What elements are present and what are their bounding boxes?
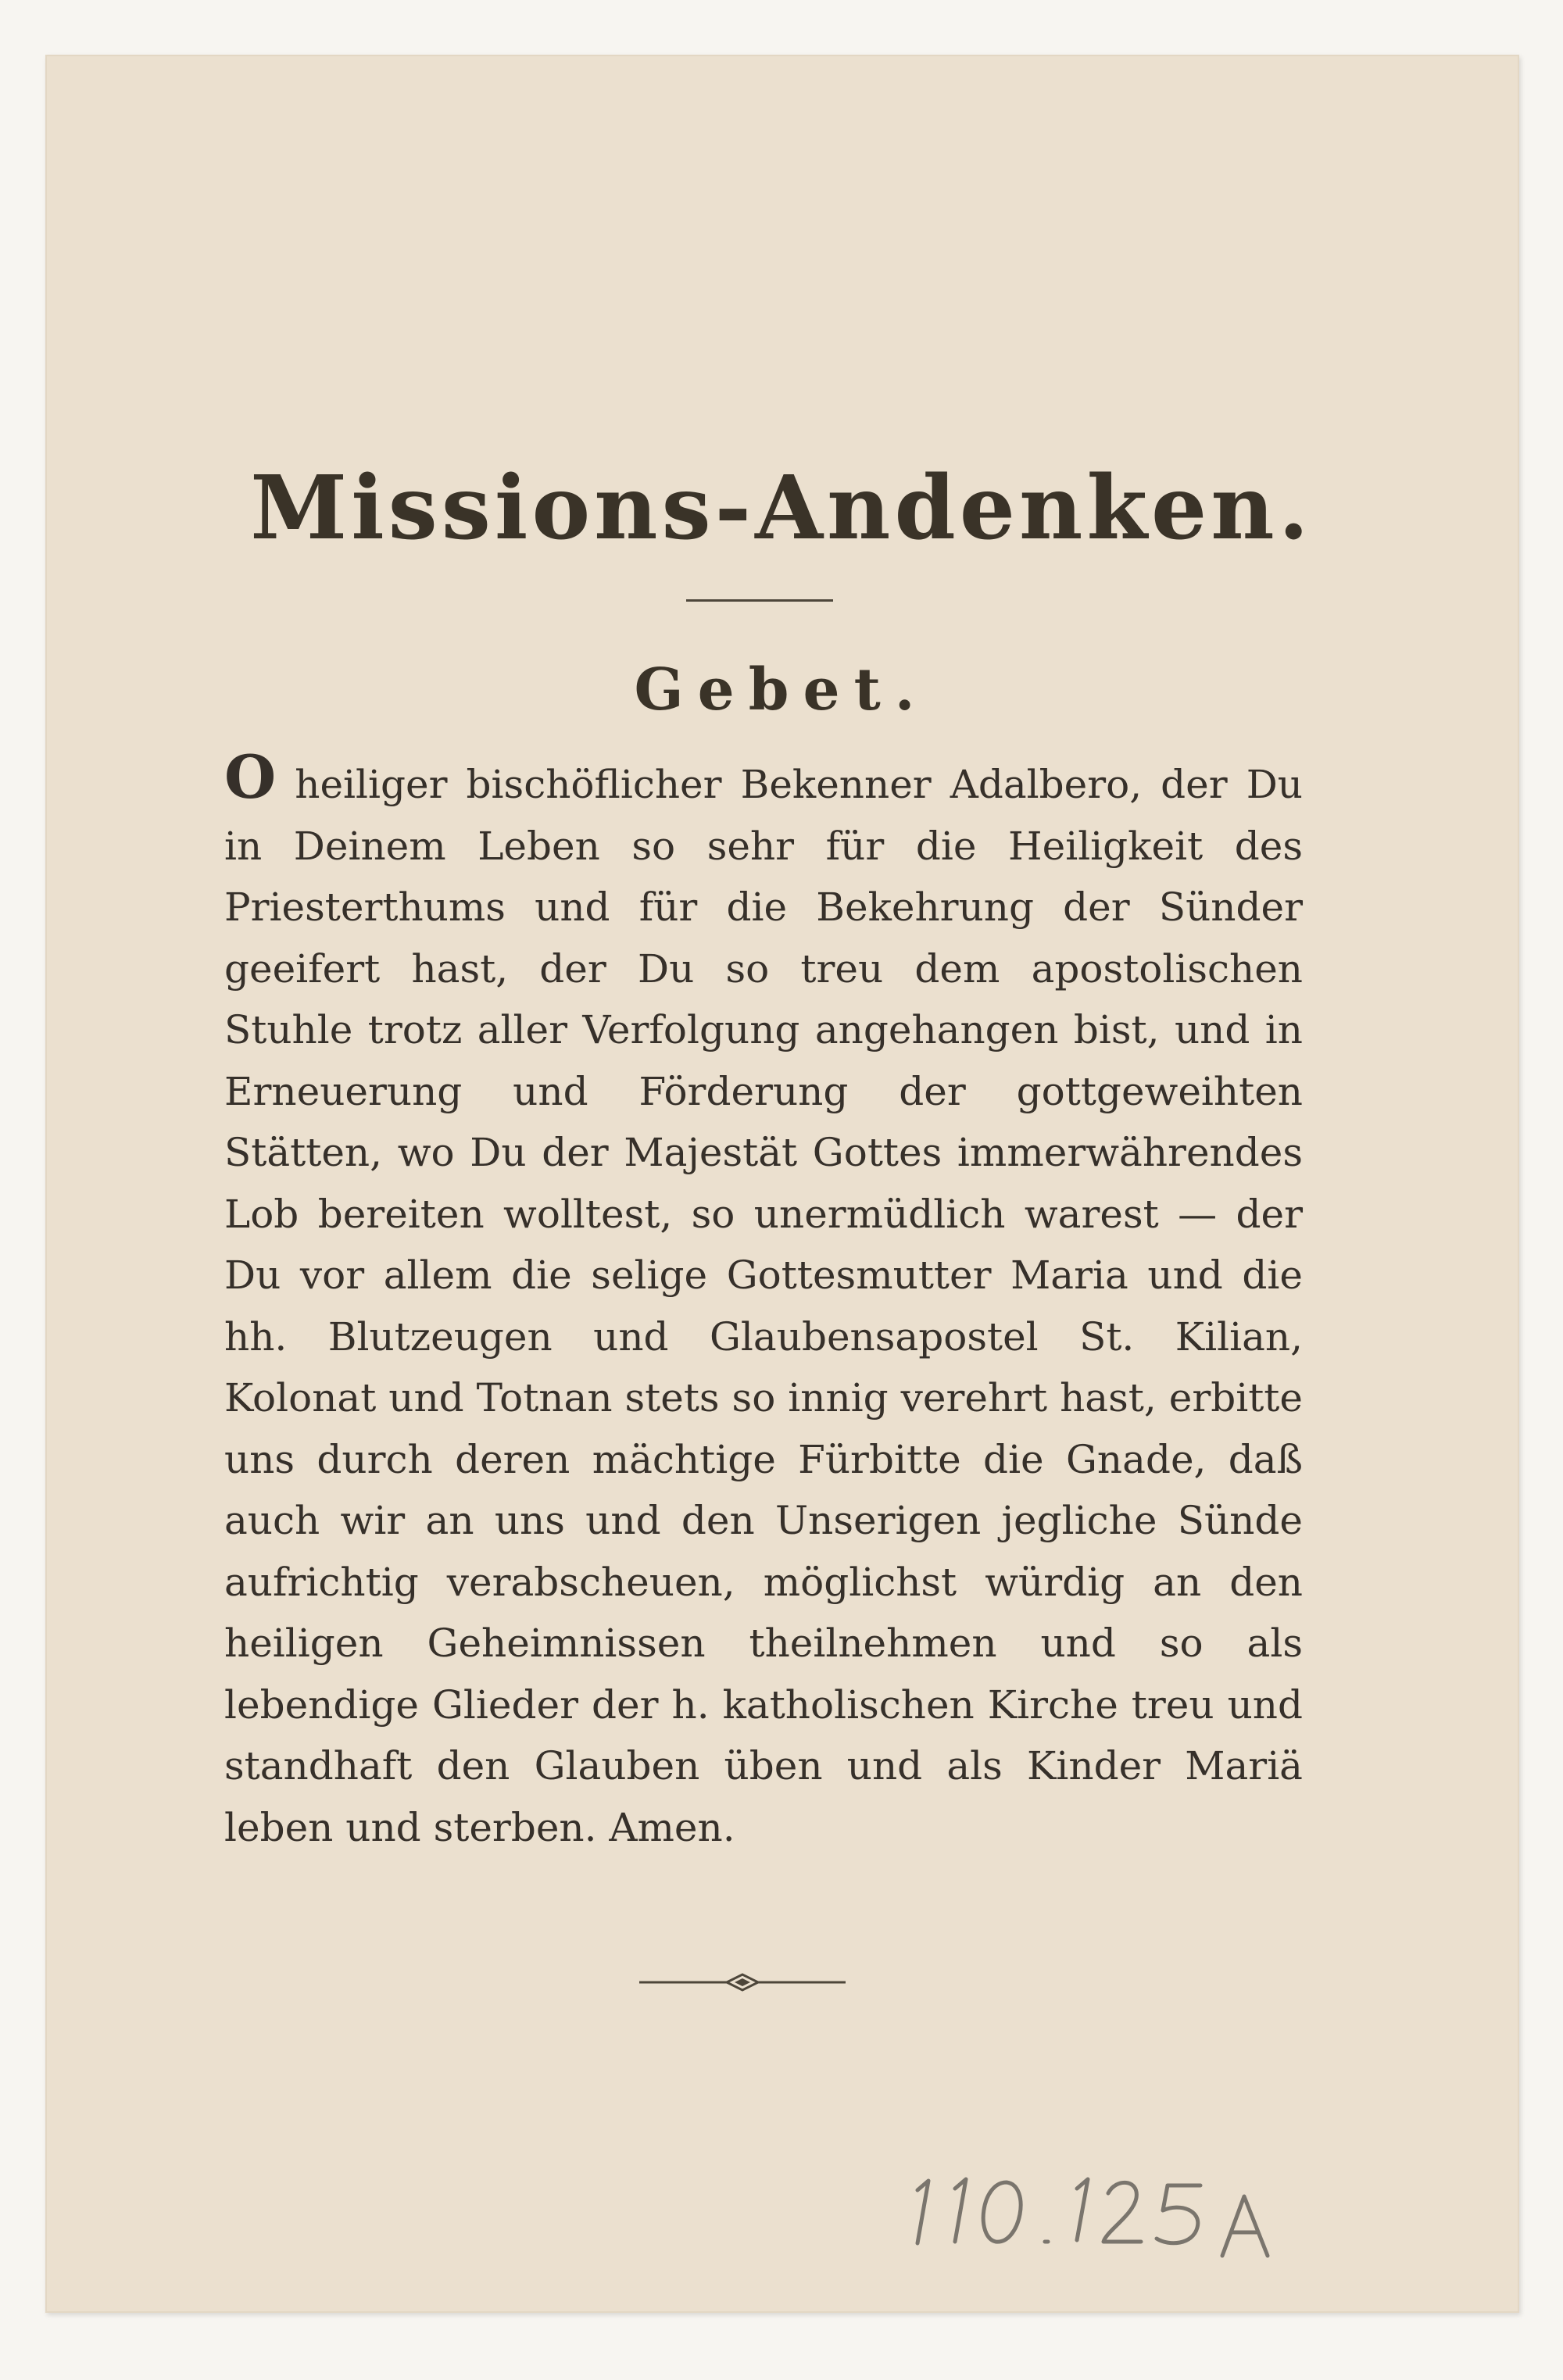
archive-number-handwriting — [907, 2145, 1391, 2262]
title-divider — [686, 599, 833, 602]
prayer-text — [224, 742, 1303, 1858]
ornament-divider — [639, 1969, 846, 1992]
prayer-body: heiliger bischöflicher Bekenner Adalbero, der Du in Deinem Leben so sehr für die Heiligkeit des Priesterthums und für die Bekehrung der Sünder geeifert hast, der Du so treu dem apostolischen Stuhle trotz aller Verfolgung angehangen bist, und in Erneuerung und Förderung der gottgeweihten Stätten, wo Du der Majestät Gottes immerwährendes Lob bereiten wolltest, so unermüdlich warest — der Du vor allem die selige Gottesmutter Maria und die hh. Blutzeugen und Glaubensapostel St. Kilian, Kolonat und Totnan stets so innig verehrt hast, erbitte uns durch deren mächtige Fürbitte die Gnade, daß auch wir an uns und den Unserigen jegliche Sünde aufrichtig verabscheuen, möglichst würdig an den heiligen Geheimnissen theilnehmen und so als lebendige Glieder der h. katholischen Kirche treu und standhaft den Glauben üben und als Kinder Mariä leben und sterben. Amen. — [224, 762, 1303, 1850]
prayer-heading: Gebet. — [634, 656, 929, 724]
card-title: Missions-Andenken. — [250, 457, 1313, 559]
archive-number: 110.125A — [907, 2145, 910, 2146]
prayer-initial: O — [224, 742, 277, 812]
